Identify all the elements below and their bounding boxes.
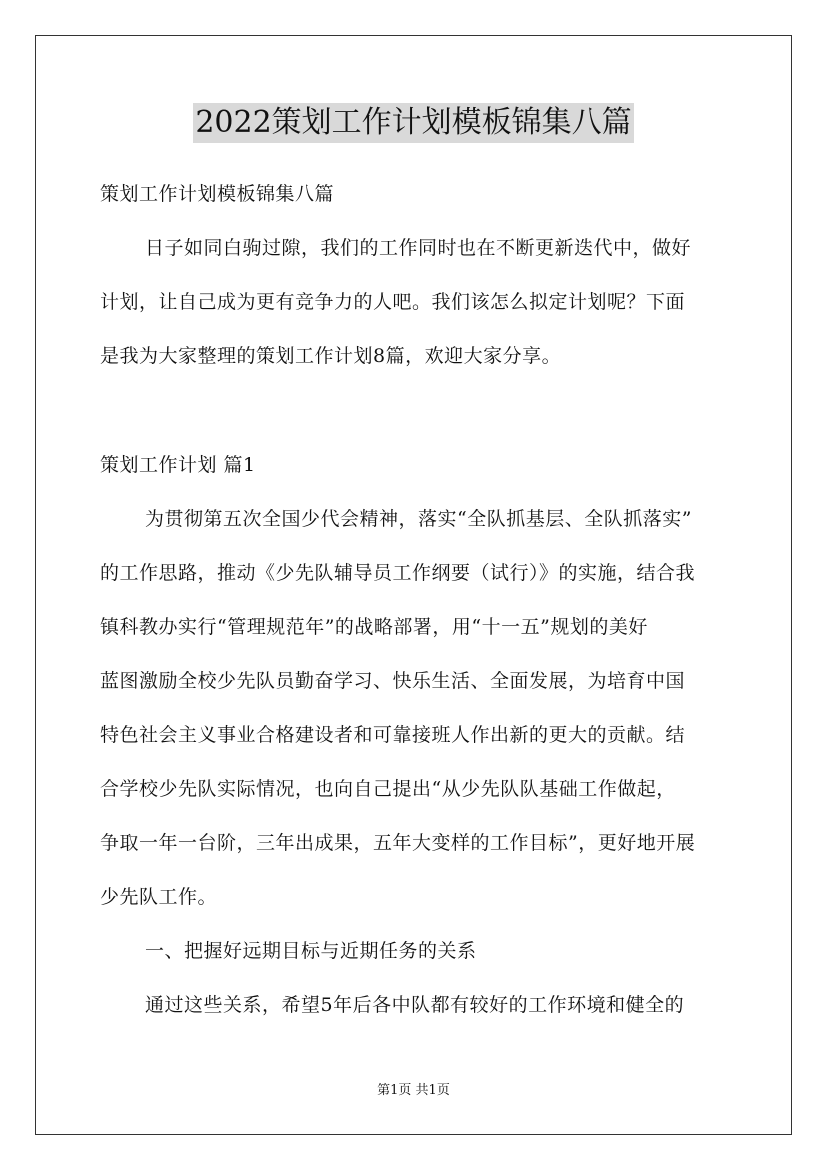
title-container xyxy=(0,103,827,143)
point-heading: 一、把握好远期目标与近期任务的关系 xyxy=(145,940,477,962)
body-line-8: 少先队工作。 xyxy=(100,886,218,908)
body-line-5: 特色社会主义事业合格建设者和可靠接班人作出新的更大的贡献。结 xyxy=(100,724,686,746)
page-footer: 第1页 共1页 xyxy=(377,1083,450,1098)
body-line-2: 的工作思路，推动《少先队辅导员工作纲要（试行）》的实施，结合我 xyxy=(100,562,696,584)
body-line-3: 镇科教办实行“管理规范年”的战略部署，用“十一五”规划的美好 xyxy=(100,616,648,638)
subtitle: 策划工作计划模板锦集八篇 xyxy=(100,183,335,205)
body-line-1: 为贯彻第五次全国少代会精神，落实“全队抓基层、全队抓落实” xyxy=(145,508,692,530)
body-line-6: 合学校少先队实际情况，也向自己提出“从少先队队基础工作做起， xyxy=(100,778,676,800)
intro-line-1: 日子如同白驹过隙，我们的工作同时也在不断更新迭代中，做好 xyxy=(145,237,692,259)
body-line-4: 蓝图激励全校少先队员勤奋学习、快乐生活、全面发展，为培育中国 xyxy=(100,670,686,692)
last-line: 通过这些关系，希望5年后各中队都有较好的工作环境和健全的 xyxy=(145,994,685,1016)
intro-line-3: 是我为大家整理的策划工作计划8篇，欢迎大家分享。 xyxy=(100,345,562,367)
section-heading: 策划工作计划 篇1 xyxy=(100,454,256,476)
document-title: 2022策划工作计划模板锦集八篇 xyxy=(193,103,633,143)
body-line-7: 争取一年一台阶，三年出成果，五年大变样的工作目标”，更好地开展 xyxy=(100,832,696,854)
intro-line-2: 计划，让自己成为更有竞争力的人吧。我们该怎么拟定计划呢？下面 xyxy=(100,291,686,313)
